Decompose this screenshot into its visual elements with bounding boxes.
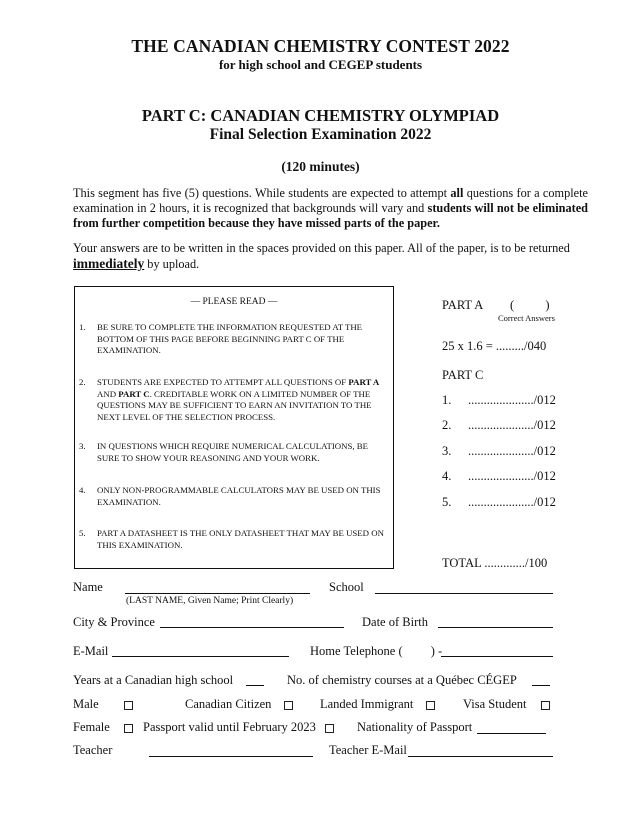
visa-student-label: Visa Student (463, 697, 527, 711)
rule-text (97, 377, 391, 423)
answers-text: Your answers are to be written in the spaces provided on this paper. All of the paper, is to be returned (73, 241, 570, 255)
rule-bold-part-c: PART C (118, 388, 150, 399)
part-c-label: PART C (442, 368, 484, 382)
name-field[interactable] (125, 593, 310, 594)
part-a-label: PART A (442, 298, 484, 312)
rule-text: PART A DATASHEET IS THE ONLY DATASHEET THAT MAY BE USED ON THIS EXAMINATION. (97, 528, 384, 550)
answers-paragraph (73, 241, 588, 272)
email-label: E-Mail (73, 644, 109, 658)
school-field[interactable] (375, 593, 553, 594)
nationality-label: Nationality of Passport (357, 720, 473, 734)
female-checkbox[interactable] (124, 724, 133, 733)
intro-text: This segment has five (5) questions. While students are expected to attempt (73, 186, 451, 200)
intro-bold-all: all (450, 186, 464, 200)
rule-item (79, 377, 391, 423)
home-telephone-label: Home Telephone ( ) - (310, 644, 443, 658)
male-label: Male (73, 697, 99, 711)
rule-text: IN QUESTIONS WHICH REQUIRE NUMERICAL CALCULATIONS, BE SURE TO SHOW YOUR REASONING AND YOUR WORK. (97, 441, 368, 463)
name-hint: (LAST NAME, Given Name; Print Clearly) (126, 596, 294, 606)
rule-number: 1. (79, 322, 86, 332)
rule-number: 3. (79, 441, 86, 451)
part-a-parens: ( ) (510, 298, 550, 312)
passport-valid-checkbox[interactable] (325, 724, 334, 733)
years-high-school-field[interactable] (246, 685, 264, 686)
chemistry-courses-label: No. of chemistry courses at a Québec CÉGEP (287, 673, 517, 687)
rule-text-part: . CREDITABLE WORK ON A LIMITED NUMBER OF THE QUESTIONS MAY BE SUFFICIENT TO EARN AN INVITATION TO THE NEXT LEVEL OF THE SELECTION PROCESS. (97, 388, 372, 422)
rule-item (79, 322, 391, 357)
date-of-birth-field[interactable] (438, 627, 553, 628)
question-number: 1. (442, 393, 452, 407)
visa-student-checkbox[interactable] (541, 701, 550, 710)
landed-immigrant-checkbox[interactable] (426, 701, 435, 710)
rule-text: BE SURE TO COMPLETE THE INFORMATION REQUESTED AT THE BOTTOM OF THIS PAGE BEFORE BEGINNING PART C OF THE EXAMINATION. (97, 322, 363, 355)
question-score: ...................../012 (468, 469, 556, 483)
canadian-citizen-checkbox[interactable] (284, 701, 293, 710)
male-checkbox[interactable] (124, 701, 133, 710)
please-read-box (74, 286, 394, 569)
rule-item (79, 441, 391, 464)
exam-duration: (120 minutes) (281, 159, 360, 174)
part-title: PART C: CANADIAN CHEMISTRY OLYMPIAD (141, 106, 500, 125)
intro-text: questions for a complete examination in 2 hours, it is recognized that backgrounds will vary and (73, 186, 588, 215)
landed-immigrant-label: Landed Immigrant (320, 697, 414, 711)
please-read-header: — PLEASE READ — (190, 297, 278, 307)
contest-subtitle: for high school and CEGEP students (218, 57, 423, 72)
question-number: 4. (442, 469, 452, 483)
question-number: 2. (442, 418, 452, 432)
rule-text: ONLY NON-PROGRAMMABLE CALCULATORS MAY BE USED ON THIS EXAMINATION. (97, 485, 381, 507)
rule-number: 4. (79, 485, 86, 495)
question-score-row (442, 418, 556, 433)
total-score: TOTAL ............./100 (442, 556, 548, 570)
question-score: ...................../012 (468, 393, 556, 407)
intro-bold-note: students will not be eliminated from further competition because they have missed parts of the paper. (73, 201, 588, 230)
part-a-score: 25 x 1.6 = ........./040 (442, 339, 547, 353)
correct-answers-label: Correct Answers (498, 313, 555, 323)
school-label: School (329, 580, 364, 594)
home-telephone-field[interactable] (441, 656, 553, 657)
chemistry-courses-field[interactable] (532, 685, 550, 686)
rule-bold-part-a: PART A (348, 377, 380, 387)
question-score-row (442, 444, 556, 459)
question-number: 3. (442, 444, 452, 458)
rule-text-part: AND (97, 388, 119, 399)
answers-text: by upload. (144, 257, 200, 271)
intro-paragraph (73, 186, 588, 231)
female-label: Female (73, 720, 110, 734)
canadian-citizen-label: Canadian Citizen (185, 697, 272, 711)
part-subtitle: Final Selection Examination 2022 (209, 126, 432, 143)
question-score-row (442, 393, 556, 408)
nationality-field[interactable] (477, 733, 546, 734)
teacher-label: Teacher (73, 743, 113, 757)
rule-number: 2. (79, 377, 86, 387)
years-high-school-label: Years at a Canadian high school (73, 673, 234, 687)
rule-number: 5. (79, 528, 86, 538)
name-label: Name (73, 580, 103, 594)
city-province-label: City & Province (73, 615, 155, 629)
teacher-email-label: Teacher E-Mail (329, 743, 407, 757)
email-field[interactable] (112, 656, 289, 657)
rule-item (79, 485, 391, 508)
question-score: ...................../012 (468, 444, 556, 458)
question-score: ...................../012 (468, 418, 556, 432)
date-of-birth-label: Date of Birth (362, 615, 428, 629)
rule-text-part: STUDENTS ARE EXPECTED TO ATTEMPT ALL QUESTIONS OF (97, 377, 349, 387)
question-score-row (442, 469, 556, 484)
question-score: ...................../012 (468, 495, 556, 509)
rule-item (79, 528, 391, 551)
teacher-field[interactable] (149, 756, 313, 757)
question-score-row (442, 495, 556, 510)
question-number: 5. (442, 495, 452, 509)
teacher-email-field[interactable] (408, 756, 553, 757)
contest-title: THE CANADIAN CHEMISTRY CONTEST 2022 (131, 36, 510, 56)
immediately-emphasis: immediately (73, 256, 145, 271)
passport-valid-label: Passport valid until February 2023 (143, 720, 316, 734)
city-province-field[interactable] (160, 627, 344, 628)
